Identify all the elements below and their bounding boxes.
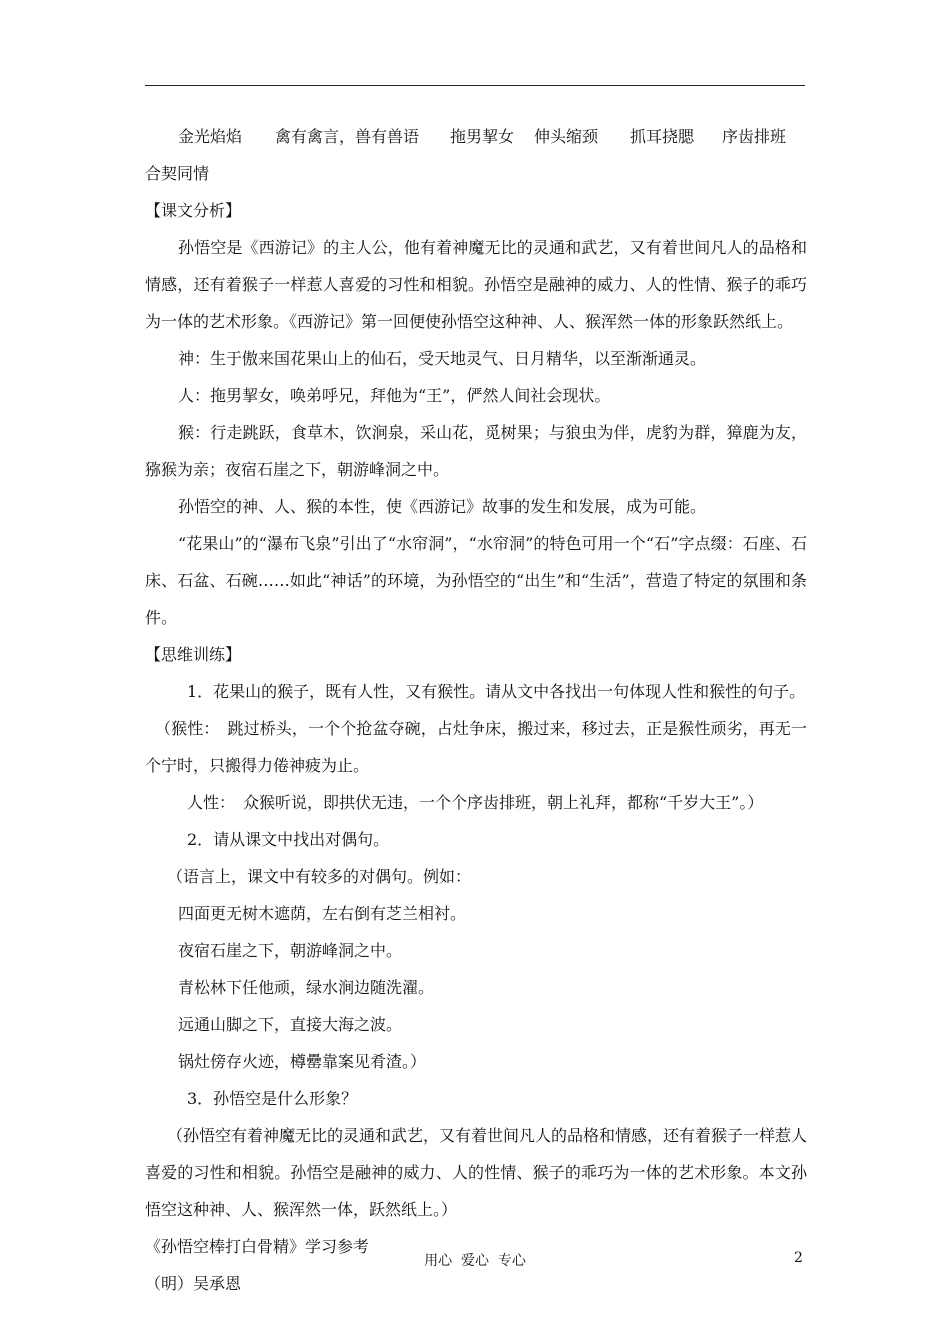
analysis-human: 人：拖男挈女，唤弟呼兄，拜他为“王”，俨然人间社会现状。: [178, 386, 611, 405]
couplet-line: 远通山脚之下，直接大海之波。: [178, 1015, 403, 1034]
vocab-item: 拖男挈女: [450, 127, 515, 146]
answer-1-human: 人性： 众猴听说，即拱伏无违，一个个序齿排班，朝上礼拜，都称“千岁大王”。）: [187, 793, 764, 812]
vocab-item: 合契同情: [145, 164, 210, 183]
section-heading: 【课文分析】: [145, 201, 242, 220]
next-article-author: （明）吴承恩: [145, 1274, 242, 1293]
analysis-monkey: 猴：行走跳跃，食草木，饮涧泉，采山花，觅树果；与狼虫为伴，虎豹为群，獐鹿为友，猕猴为亲；夜宿石崖之下，朝游峰洞之中。: [145, 423, 807, 479]
couplet-line: 青松林下任他顽，绿水涧边随洗濯。: [178, 978, 435, 997]
vocab-item: 伸头缩颈: [534, 127, 599, 146]
question-3: 3．孙悟空是什么形象？: [187, 1089, 358, 1108]
page-number: 2: [794, 1250, 803, 1266]
answer-2-intro: （语言上，课文中有较多的对偶句。例如：: [167, 867, 472, 886]
couplet-line: 四面更无树木遮荫，左右倒有芝兰相衬。: [178, 904, 467, 923]
couplet-line: 锅灶傍存火迹，樽罍靠案见肴渣。）: [178, 1052, 427, 1071]
answer-1-monkey: （猴性： 跳过桥头，一个个抢盆夺碗，占灶争床，搬过来，移过去，正是猴性顽劣，再无一个宁时，只搬得力倦神疲为止。: [145, 719, 807, 775]
analysis-god: 神：生于傲来国花果山上的仙石，受天地灵气、日月精华，以至渐渐通灵。: [178, 349, 707, 368]
vocab-list: [145, 118, 807, 155]
footer-motto: 用心 爱心 专心: [424, 1253, 526, 1269]
couplet-line: 夜宿石崖之下，朝游峰洞之中。: [178, 941, 403, 960]
vocab-item: 抓耳挠腮: [630, 127, 695, 146]
vocab-item: 禽有禽言，兽有兽语: [275, 127, 420, 146]
header-rule: [145, 85, 805, 86]
page-body: [145, 118, 807, 1302]
analysis-nature: 孙悟空的神、人、猴的本性，使《西游记》故事的发生和发展，成为可能。: [178, 497, 707, 516]
answer-3: （孙悟空有着神魔无比的灵通和武艺，又有着世间凡人的品格和情感，还有着猴子一样惹人喜爱的习性和相貌。孙悟空是融神的威力、人的性情、猴子的乖巧为一体的艺术形象。本文孙悟空这种神、人、猴浑然一体，跃然纸上。）: [145, 1126, 808, 1219]
analysis-paragraph: 孙悟空是《西游记》的主人公，他有着神魔无比的灵通和武艺，又有着世间凡人的品格和情感，还有着猴子一样惹人喜爱的习性和相貌。孙悟空是融神的威力、人的性情、猴子的乖巧为一体的艺术形象。《西游记》第一回便使孙悟空这种神、人、猴浑然一体的形象跃然纸上。: [145, 238, 807, 331]
analysis-environment: “花果山”的“瀑布飞泉”引出了“水帘洞”，“水帘洞”的特色可用一个“石”字点缀：石座、石床、石盆、石碗……如此“神话”的环境，为孙悟空的“出生”和“生活”，营造了特定的氛围和条件。: [145, 534, 807, 627]
section-heading: 【思维训练】: [145, 645, 242, 664]
question-1: 1．花果山的猴子，既有人性，又有猴性。请从文中各找出一句体现人性和猴性的句子。: [187, 682, 806, 701]
vocab-item: 金光焰焰: [178, 127, 243, 146]
vocab-item: 序齿排班: [722, 127, 787, 146]
next-article-title: 《孙悟空棒打白骨精》学习参考: [145, 1237, 370, 1256]
question-2: 2．请从课文中找出对偶句。: [187, 830, 390, 849]
